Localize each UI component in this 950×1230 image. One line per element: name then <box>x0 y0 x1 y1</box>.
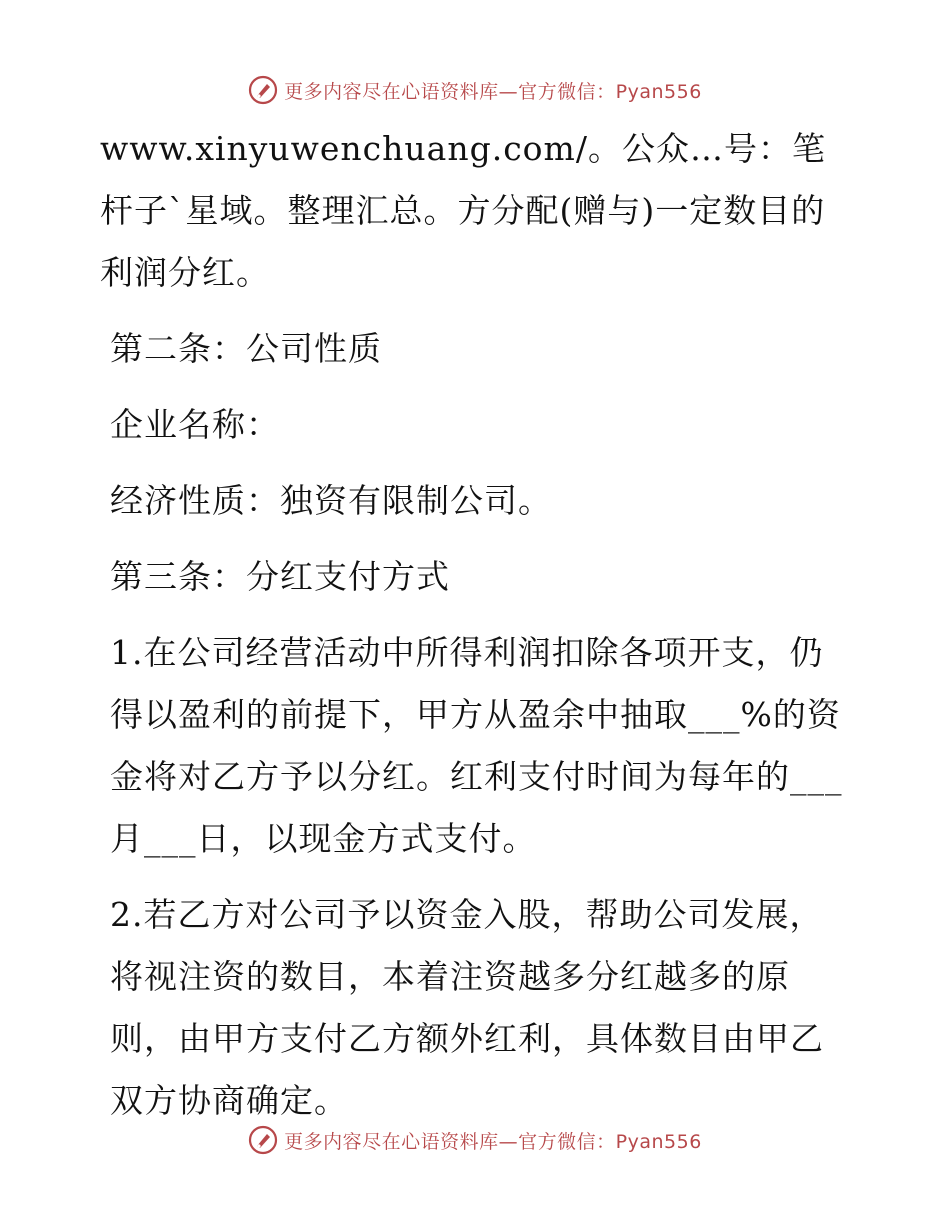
clause-2: 2.若乙方对公司予以资金入股，帮助公司发展，将视注资的数目，本着注资越多分红越多的原则，由甲方支付乙方额外红利，具体数目由甲乙双方协商确定。 <box>110 895 824 1120</box>
field-economic-nature: 经济性质：独资有限制公司。 <box>110 481 552 520</box>
banner-contact: Pyan556 <box>615 1130 702 1153</box>
banner-text: 更多内容尽在心语资料库—官方微信：Pyan556 <box>284 80 702 103</box>
pen-logo-icon <box>248 1125 278 1155</box>
banner-text: 更多内容尽在心语资料库—官方微信：Pyan556 <box>284 1130 702 1153</box>
footer-banner <box>0 1120 950 1160</box>
heading-article-2: 第二条：公司性质 <box>110 329 382 368</box>
heading-article-3: 第三条：分红支付方式 <box>110 557 450 596</box>
clause-1: 1.在公司经营活动中所得利润扣除各项开支，仍得以盈利的前提下，甲方从盈余中抽取___%的资金将对乙方予以分红。红利支付时间为每年的___月___日，以现金方式支付。 <box>110 633 843 858</box>
paragraph-intro: www.xinyuwenchuang.com/。公众…号：笔杆子`星域。整理汇总。方分配(赠与)一定数目的利润分红。 <box>100 129 826 292</box>
document-body <box>100 118 852 1132</box>
banner-contact: Pyan556 <box>615 80 702 103</box>
field-company-name: 企业名称： <box>110 405 280 444</box>
pen-logo-icon <box>248 75 278 105</box>
header-banner <box>0 70 950 110</box>
